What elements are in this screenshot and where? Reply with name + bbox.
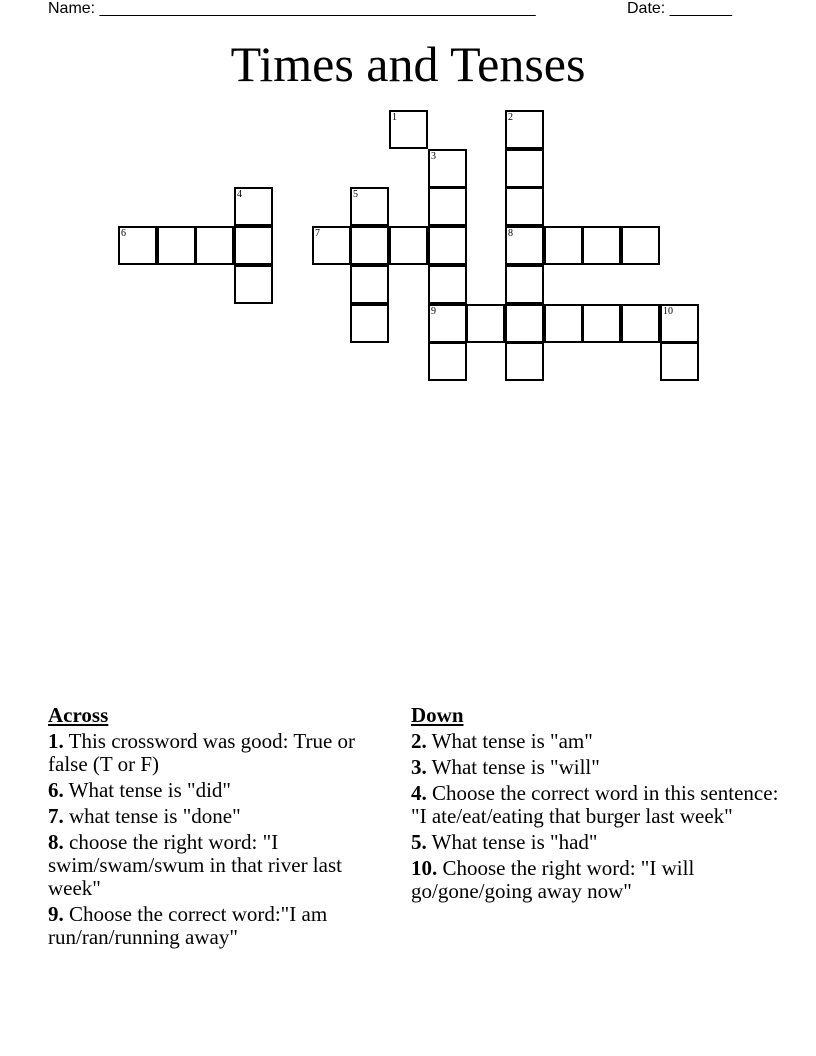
- crossword-cell[interactable]: [195, 226, 234, 265]
- crossword-cell[interactable]: [505, 226, 544, 265]
- crossword-cell[interactable]: [428, 304, 467, 343]
- crossword-cell[interactable]: [505, 265, 544, 304]
- down-heading: Down: [411, 703, 464, 727]
- crossword-grid: [0, 0, 816, 400]
- clue-text: Choose the right word: "I will go/gone/going away now": [411, 856, 695, 903]
- name-field-label[interactable]: Name: _________________________________________________: [48, 0, 536, 17]
- across-clue-6: [48, 779, 388, 802]
- down-clue-4: [411, 782, 781, 828]
- clue-number: 10.: [411, 856, 438, 880]
- cell-number: 3: [431, 151, 436, 162]
- clue-text: What tense is "will": [431, 755, 600, 779]
- crossword-cell[interactable]: [350, 265, 389, 304]
- crossword-cell[interactable]: [505, 304, 544, 343]
- crossword-cell[interactable]: [312, 226, 351, 265]
- across-heading: Across: [48, 703, 109, 727]
- across-clue-8: [48, 831, 388, 900]
- clue-text: What tense is "am": [431, 729, 593, 753]
- crossword-cell[interactable]: [428, 342, 467, 381]
- cell-number: 2: [508, 112, 513, 123]
- crossword-cell[interactable]: [466, 304, 505, 343]
- crossword-cell[interactable]: [621, 226, 660, 265]
- crossword-cell[interactable]: [505, 149, 544, 188]
- crossword-cell[interactable]: [505, 187, 544, 226]
- clue-text: choose the right word: "I swim/swam/swum in that river last week": [48, 830, 342, 900]
- crossword-cell[interactable]: [505, 342, 544, 381]
- across-clue-1: [48, 730, 388, 776]
- clue-number: 7.: [48, 804, 64, 828]
- across-clue-7: [48, 805, 388, 828]
- down-clue-10: [411, 857, 781, 903]
- crossword-cell[interactable]: [350, 226, 389, 265]
- cell-number: 7: [315, 228, 320, 239]
- clue-number: 1.: [48, 729, 64, 753]
- crossword-cell[interactable]: [428, 265, 467, 304]
- across-clue-9: [48, 903, 388, 949]
- clue-text: What tense is "had": [431, 830, 598, 854]
- crossword-cell[interactable]: [428, 149, 467, 188]
- down-clue-3: [411, 756, 781, 779]
- cell-number: 5: [353, 189, 358, 200]
- cell-number: 1: [392, 112, 397, 123]
- crossword-cell[interactable]: [234, 187, 273, 226]
- clue-number: 8.: [48, 830, 64, 854]
- clue-text: what tense is "done": [69, 804, 241, 828]
- crossword-cell[interactable]: [544, 304, 583, 343]
- crossword-cell[interactable]: [660, 304, 699, 343]
- crossword-cell[interactable]: [157, 226, 196, 265]
- clue-text: Choose the correct word in this sentence: "I ate/eat/eating that burger last week": [411, 781, 779, 828]
- clue-text: Choose the correct word:"I am run/ran/running away": [48, 902, 328, 949]
- cell-number: 8: [508, 228, 513, 239]
- date-field-label[interactable]: Date: _______: [627, 0, 732, 17]
- clue-number: 4.: [411, 781, 427, 805]
- clue-text: This crossword was good: True or false (T or F): [48, 729, 356, 776]
- crossword-cell[interactable]: [234, 226, 273, 265]
- crossword-cell[interactable]: [389, 226, 428, 265]
- clue-number: 3.: [411, 755, 427, 779]
- crossword-cell[interactable]: [118, 226, 157, 265]
- down-clue-5: [411, 831, 781, 854]
- crossword-cell[interactable]: [660, 342, 699, 381]
- crossword-cell[interactable]: [505, 110, 544, 149]
- clue-number: 9.: [48, 902, 64, 926]
- crossword-cell[interactable]: [544, 226, 583, 265]
- cell-number: 6: [121, 228, 126, 239]
- crossword-cell[interactable]: [234, 265, 273, 304]
- cell-number: 10: [663, 306, 673, 317]
- cell-number: 4: [237, 189, 242, 200]
- crossword-cell[interactable]: [582, 304, 621, 343]
- crossword-cell[interactable]: [428, 187, 467, 226]
- down-clues: [411, 703, 781, 906]
- crossword-cell[interactable]: [428, 226, 467, 265]
- clue-text: What tense is "did": [68, 778, 231, 802]
- clue-number: 2.: [411, 729, 427, 753]
- crossword-cell[interactable]: [389, 110, 428, 149]
- crossword-cell[interactable]: [350, 187, 389, 226]
- clue-number: 5.: [411, 830, 427, 854]
- down-clue-2: [411, 730, 781, 753]
- crossword-cell[interactable]: [350, 304, 389, 343]
- crossword-cell[interactable]: [621, 304, 660, 343]
- across-clues: [48, 703, 388, 952]
- page-title: Times and Tenses: [230, 36, 586, 92]
- crossword-cell[interactable]: [582, 226, 621, 265]
- cell-number: 9: [431, 306, 436, 317]
- clue-number: 6.: [48, 778, 64, 802]
